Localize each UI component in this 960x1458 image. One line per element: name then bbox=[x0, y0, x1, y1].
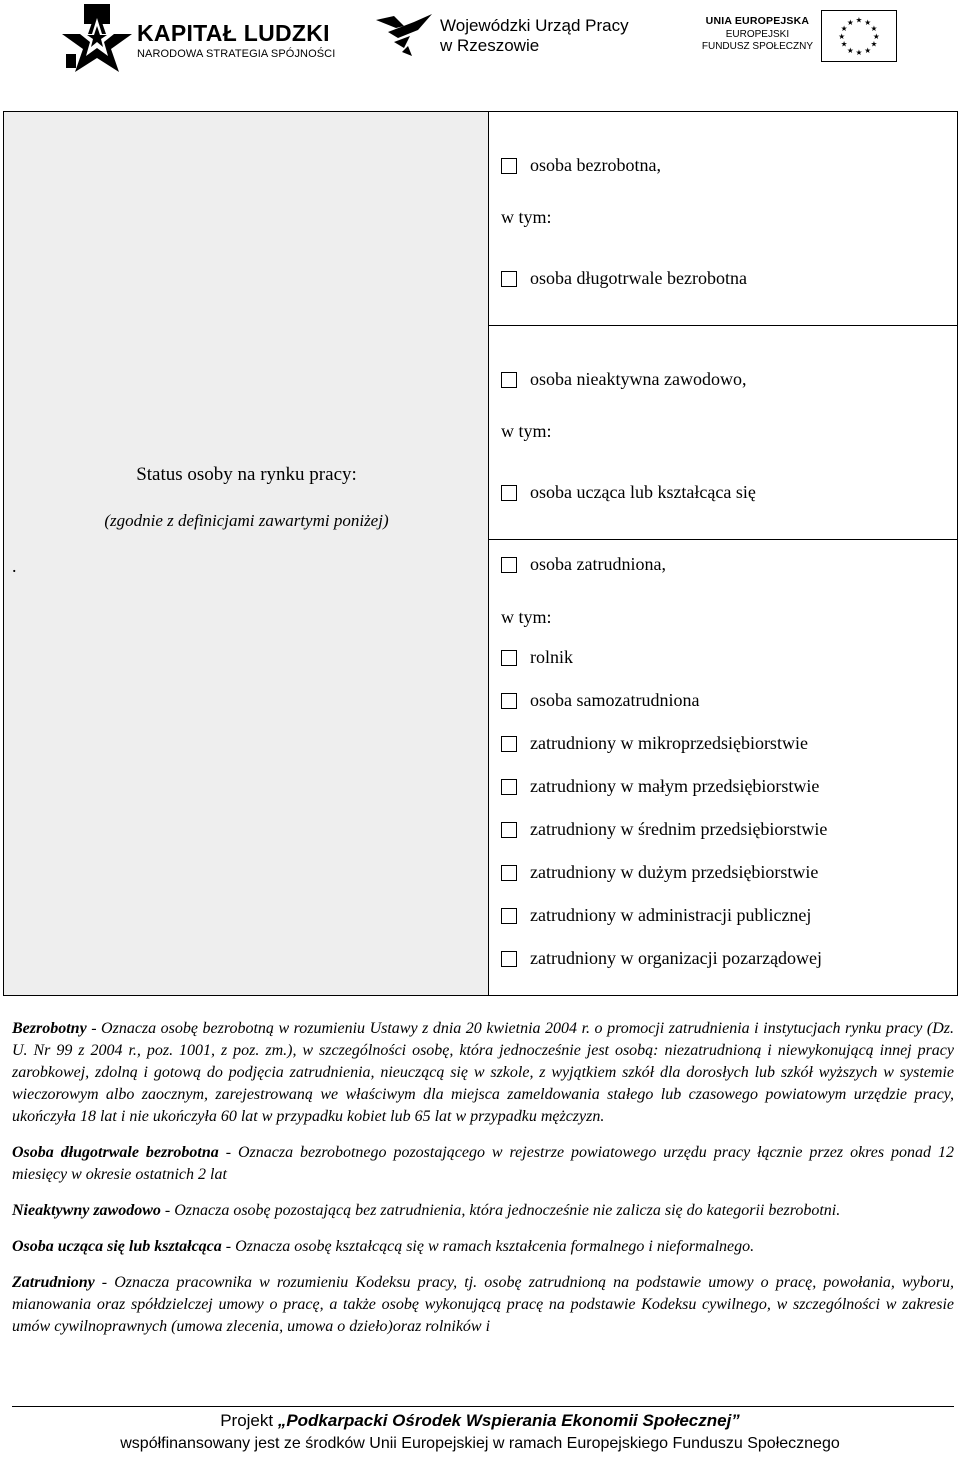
checkbox[interactable] bbox=[501, 822, 517, 838]
option-label: zatrudniony w administracji publicznej bbox=[530, 905, 812, 925]
definition-in-education bbox=[12, 1236, 954, 1258]
kapital-ludzki-logo bbox=[62, 4, 336, 72]
definition-term: Zatrudniony bbox=[12, 1274, 95, 1291]
ue-text bbox=[702, 15, 813, 52]
wup-logo bbox=[374, 12, 644, 58]
unemployed-options bbox=[489, 112, 957, 326]
checkbox[interactable] bbox=[501, 158, 517, 174]
unia-europejska-logo bbox=[701, 10, 897, 62]
definition-term: Nieaktywny zawodowo bbox=[12, 1202, 161, 1219]
page-header bbox=[0, 0, 960, 80]
definition-text: - Oznacza bezrobotnego pozostającego w rejestrze powiatowego urzędu pracy łącznie przez okres ponad 12 miesięcy w okresie ostatnich 2 lat bbox=[12, 1144, 954, 1183]
status-title: Status osoby na rynku pracy: bbox=[136, 464, 357, 485]
checkbox[interactable] bbox=[501, 372, 517, 388]
checkbox[interactable] bbox=[501, 908, 517, 924]
svg-text:★: ★ bbox=[840, 39, 848, 49]
kapital-ludzki-star-icon bbox=[62, 4, 132, 72]
definition-text: - Oznacza osobę bezrobotną w rozumieniu Ustawy z dnia 20 kwietnia 2004 r. o promocji zatrudnienia i instytucjach rynku pracy (Dz. U. Nr 99 z 2004 r., poz. 1001, z poz. zm.), w szczególności osobę, która jednocześnie jest osobą: niezatrudnioną i niewykonującą innej pracy zarobkowej, zdolną i gotową do podjęcia zatrudnienia, nieuczącą się w szkole, z wyjątkiem szkół dla dorosłych lub szkół wyższych w systemie wieczorowym albo zaocznym, zarejestrowaną we właściwym dla miejsca zameldowania stałego lub czasowego powiatowym urzędzie pracy, ukończyła 18 lat i nie ukończyła 60 lat w przypadku kobiet lub 65 lat w przypadku mężczyzn. bbox=[12, 1020, 954, 1125]
option-employed-item[interactable] bbox=[501, 733, 808, 754]
checkbox[interactable] bbox=[501, 557, 517, 573]
svg-text:★: ★ bbox=[870, 24, 878, 34]
including-label: w tym: bbox=[501, 421, 552, 441]
eu-flag-icon bbox=[821, 10, 897, 62]
wup-bird-icon bbox=[374, 12, 436, 58]
svg-text:★: ★ bbox=[855, 15, 863, 25]
option-employed-item[interactable] bbox=[501, 776, 819, 797]
option-label: zatrudniony w średnim przedsiębiorstwie bbox=[530, 819, 828, 839]
status-label-cell bbox=[4, 112, 489, 995]
definition-term: Osoba długotrwale bezrobotna bbox=[12, 1144, 219, 1161]
status-table bbox=[3, 111, 958, 996]
option-label: osoba długotrwale bezrobotna bbox=[530, 268, 747, 288]
svg-text:★: ★ bbox=[870, 39, 878, 49]
including-label: w tym: bbox=[501, 607, 552, 627]
svg-text:★: ★ bbox=[855, 48, 863, 58]
checkbox[interactable] bbox=[501, 779, 517, 795]
option-employed-item[interactable] bbox=[501, 948, 822, 969]
ue-line1: UNIA EUROPEJSKA bbox=[705, 15, 810, 27]
footer-cofinance: współfinansowany jest ze środków Unii Europejskiej w ramach Europejskiego Funduszu Społecznego bbox=[120, 1435, 840, 1452]
definition-text: - Oznacza osobę pozostającą bez zatrudnienia, która jednocześnie nie zalicza się do kategorii bezrobotni. bbox=[160, 1202, 841, 1219]
option-in-education[interactable] bbox=[501, 482, 756, 503]
option-long-term-unemployed[interactable] bbox=[501, 268, 747, 289]
svg-text:★: ★ bbox=[846, 45, 854, 55]
checkbox[interactable] bbox=[501, 485, 517, 501]
ue-line3: FUNDUSZ SPOŁECZNY bbox=[701, 41, 813, 52]
wup-name-line2: w Rzeszowie bbox=[440, 36, 540, 55]
option-employed-item[interactable] bbox=[501, 690, 699, 711]
footer-project-prefix: Projekt bbox=[220, 1411, 278, 1430]
footer-project-name: „Podkarpacki Ośrodek Wspierania Ekonomii Społecznej” bbox=[277, 1411, 740, 1430]
definition-inactive bbox=[12, 1200, 954, 1222]
option-employed-item[interactable] bbox=[501, 905, 811, 926]
status-subtitle: (zgodnie z definicjami zawartymi poniżej) bbox=[104, 511, 389, 530]
option-label: zatrudniony w organizacji pozarządowej bbox=[530, 948, 823, 968]
option-label: osoba bezrobotna, bbox=[530, 155, 661, 175]
checkbox[interactable] bbox=[501, 271, 517, 287]
ue-line2: EUROPEJSKI bbox=[725, 29, 790, 40]
svg-text:★: ★ bbox=[846, 17, 854, 27]
definition-long-term-unemployed bbox=[12, 1142, 954, 1186]
inactive-options bbox=[489, 326, 957, 540]
definition-term: Bezrobotny bbox=[12, 1020, 87, 1037]
footer-divider bbox=[12, 1406, 954, 1407]
including-label: w tym: bbox=[501, 207, 552, 227]
checkbox[interactable] bbox=[501, 951, 517, 967]
option-label: zatrudniony w małym przedsiębiorstwie bbox=[530, 776, 820, 796]
option-inactive[interactable] bbox=[501, 369, 746, 390]
option-label: osoba samozatrudniona bbox=[530, 690, 700, 710]
stray-dot: . bbox=[12, 556, 17, 576]
kapital-ludzki-title: KAPITAŁ LUDZKI bbox=[137, 20, 330, 46]
svg-text:★: ★ bbox=[872, 31, 880, 41]
checkbox[interactable] bbox=[501, 650, 517, 666]
svg-text:★: ★ bbox=[838, 31, 846, 41]
option-employed-item[interactable] bbox=[501, 647, 573, 668]
option-employed[interactable] bbox=[501, 554, 666, 575]
option-label: osoba nieaktywna zawodowo, bbox=[530, 369, 747, 389]
definition-unemployed bbox=[12, 1018, 954, 1128]
definition-text: - Oznacza pracownika w rozumieniu Kodeksu pracy, tj. osobę zatrudnioną na podstawie umowy o pracę, powołania, wyboru, mianowania oraz spółdzielczej umowy o pracę, a także osobę wykonującą pracę na podstawie Kodeksu cywilnego, w szczególności w zakresie umów cywilnoprawnych (umowa zlecenia, umowa o dzieło)oraz rolników i bbox=[12, 1274, 954, 1335]
option-label: zatrudniony w mikroprzedsiębiorstwie bbox=[530, 733, 808, 753]
kapital-ludzki-subtitle: NARODOWA STRATEGIA SPÓJNOŚCI bbox=[137, 48, 336, 60]
definition-employed bbox=[12, 1272, 954, 1338]
definition-term: Osoba ucząca się lub kształcąca bbox=[12, 1238, 222, 1255]
wup-name-line1: Wojewódzki Urząd Pracy bbox=[440, 16, 629, 35]
checkbox[interactable] bbox=[501, 865, 517, 881]
definition-text: - Oznacza osobę kształcącą się w ramach kształcenia formalnego i nieformalnego. bbox=[221, 1238, 755, 1255]
checkbox[interactable] bbox=[501, 693, 517, 709]
option-unemployed[interactable] bbox=[501, 155, 661, 176]
definitions bbox=[12, 1018, 954, 1352]
option-employed-item[interactable] bbox=[501, 819, 827, 840]
option-label: osoba ucząca lub kształcąca się bbox=[530, 482, 756, 502]
svg-text:★: ★ bbox=[864, 17, 872, 27]
svg-text:★: ★ bbox=[840, 24, 848, 34]
option-label: zatrudniony w dużym przedsiębiorstwie bbox=[530, 862, 819, 882]
option-employed-item[interactable] bbox=[501, 862, 818, 883]
option-label: rolnik bbox=[530, 647, 573, 667]
option-label: osoba zatrudniona, bbox=[530, 554, 666, 574]
footer-project bbox=[0, 1411, 960, 1431]
employed-options bbox=[489, 540, 957, 995]
svg-text:★: ★ bbox=[864, 45, 872, 55]
checkbox[interactable] bbox=[501, 736, 517, 752]
